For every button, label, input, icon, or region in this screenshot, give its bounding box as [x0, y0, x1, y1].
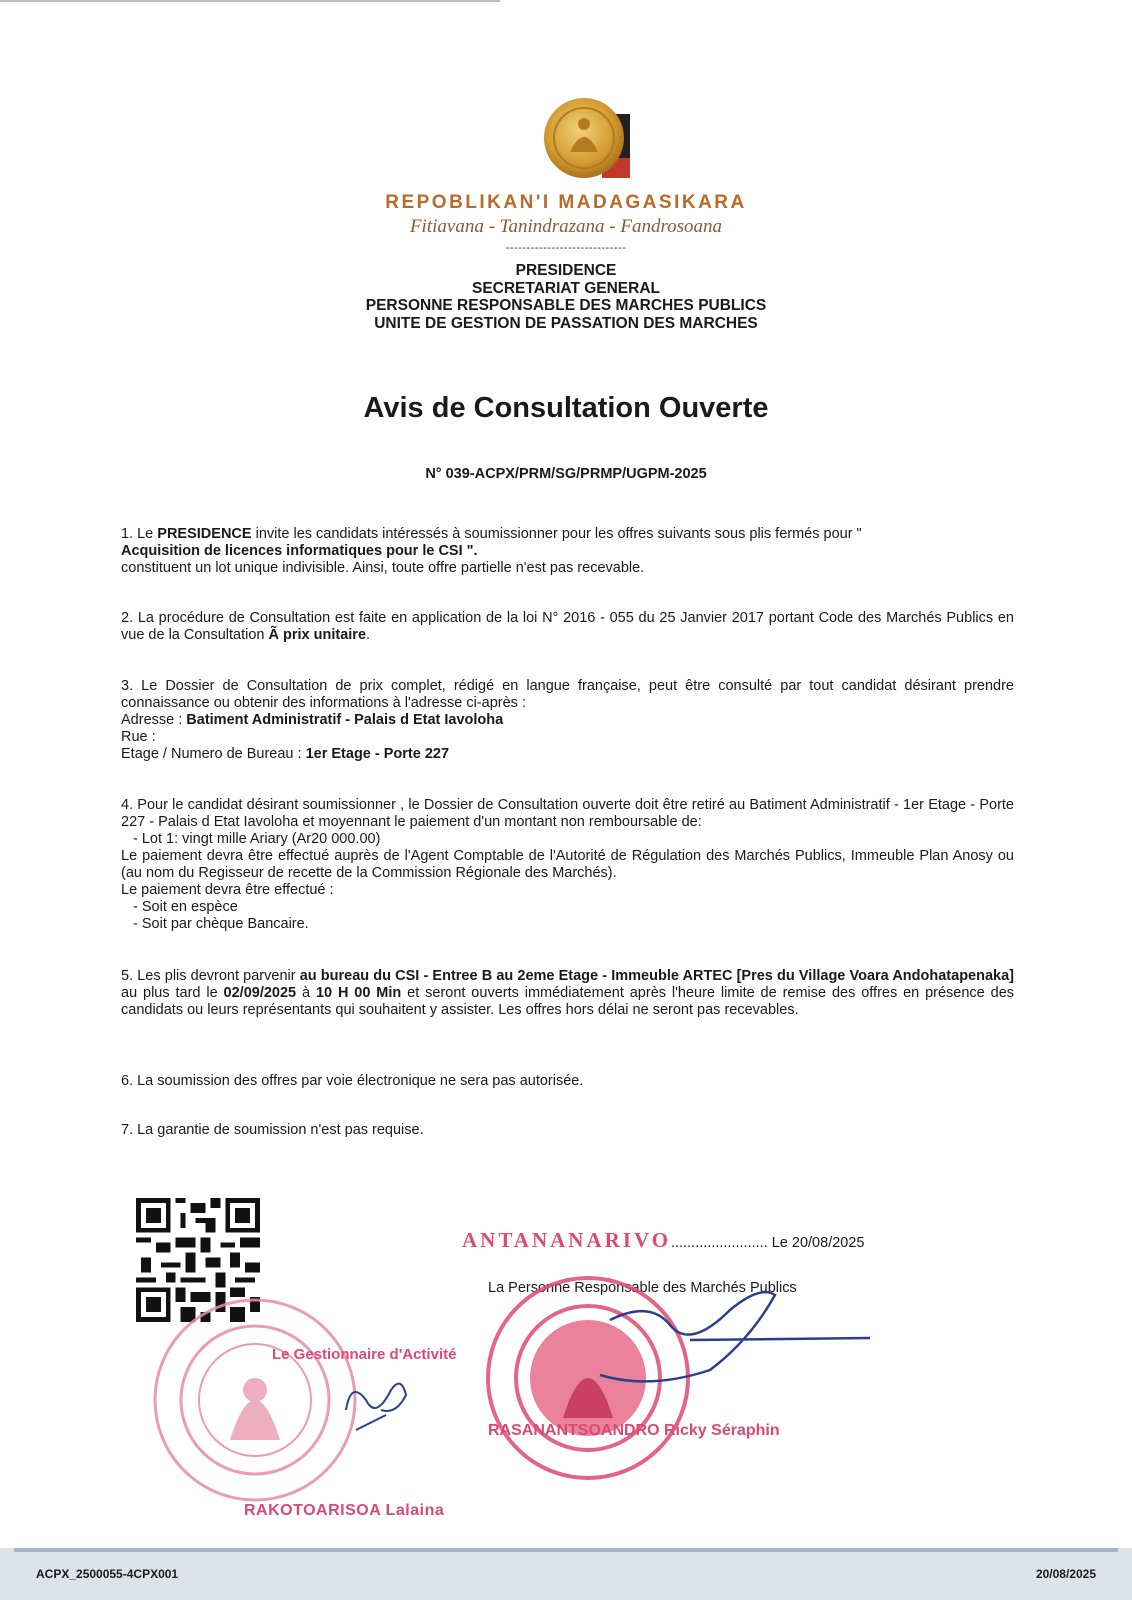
bold-text: au bureau du CSI - Entree B au 2eme Etage - Immeuble ARTEC [Pres du Village Voara Andohatapenaka] — [299, 968, 1014, 984]
reference-number: N° 039-ACPX/PRM/SG/PRMP/UGPM-2025 — [425, 466, 707, 482]
text: Le paiement devra être effectué auprès de l'Agent Comptable de l'Autorité de Régulation des Marchés Publics, Immeuble Plan Anosy ou (au nom du Regisseur de recette de la Commission Régionale des Marchés). — [121, 848, 1014, 881]
gestionnaire-name: RAKOTOARISOA Lalaina — [244, 1502, 445, 1519]
signature-place-date — [462, 1228, 864, 1253]
paragraph-6: 6. La soumission des offres par voie électronique ne sera pas autorisée. — [121, 1073, 584, 1089]
bold-text: 1er Etage - Porte 227 — [305, 746, 450, 762]
top-scan-line — [0, 0, 500, 2]
signatory-role: La Personne Responsable des Marchés Publics — [488, 1280, 797, 1296]
text: invite les candidats intéressés à soumissionner pour les offres suivants sous plis fermés pour " — [251, 526, 862, 542]
republic-name: REPOBLIKAN'I MADAGASIKARA — [385, 192, 747, 213]
office-line: PRESIDENCE — [515, 262, 617, 279]
text: constituent un lot unique indivisible. Ainsi, toute offre partielle n'est pas recevable. — [121, 560, 645, 576]
bold-text: 02/09/2025 — [223, 985, 297, 1001]
dots: ........................ — [671, 1235, 768, 1251]
bold-text: Batiment Administratif - Palais d Etat Iavoloha — [186, 712, 504, 728]
madagascar-emblem-icon — [540, 92, 632, 184]
document-title: Avis de Consultation Ouverte — [363, 392, 769, 424]
footer-date: 20/08/2025 — [1035, 1567, 1096, 1581]
signatory-name: RASANANTSOANDRO Ricky Séraphin — [488, 1422, 780, 1439]
signature-icon — [590, 1280, 880, 1400]
paragraph-7: 7. La garantie de soumission n'est pas requise. — [121, 1122, 424, 1138]
signature-date: Le 20/08/2025 — [767, 1235, 865, 1251]
text: 4. Pour le candidat désirant soumissionner , le Dossier de Consultation ouverte doit être retiré au Batiment Administratif - 1er Etage - Porte 227 - Palais d Etat Iavoloha et moyennant le paiement d'un montant non remboursable de: — [121, 797, 1014, 830]
payment-option: - Soit par chèque Bancaire. — [133, 916, 309, 932]
bold-text: Ã prix unitaire — [268, 627, 367, 643]
text: Adresse : — [121, 712, 187, 728]
text: 1. Le — [121, 526, 158, 542]
office-line: SECRETARIAT GENERAL — [471, 279, 660, 297]
office-line: PERSONNE RESPONSABLE DES MARCHES PUBLICS — [365, 297, 767, 314]
text: au plus tard le — [121, 985, 224, 1001]
text: 3. Le Dossier de Consultation de prix complet, rédigé en langue française, peut être consulté par tout candidat désirant prendre connaissance ou obtenir des informations à l'adresse ci-après : — [121, 678, 1014, 711]
paragraph-1 — [121, 526, 1014, 577]
paragraph-2 — [121, 610, 1014, 644]
paragraph-4 — [121, 797, 1014, 933]
text: . — [366, 627, 371, 643]
lot-item: - Lot 1: vingt mille Ariary (Ar20 000.00) — [133, 831, 381, 847]
text: 5. Les plis devront parvenir — [121, 968, 300, 984]
gestionnaire-label: Le Gestionnaire d'Activité — [272, 1346, 457, 1363]
footer-rule — [14, 1548, 1118, 1552]
bold-text: 10 H 00 Min — [315, 985, 402, 1001]
footer-document-id: ACPX_2500055-4CPX001 — [36, 1567, 179, 1581]
text: Le paiement devra être effectué : — [121, 882, 334, 898]
paragraph-5 — [121, 968, 1014, 1019]
republic-motto: Fitiavana - Tanindrazana - Fandrosoana — [409, 216, 723, 237]
office-line: UNITE DE GESTION DE PASSATION DES MARCHES — [374, 314, 758, 332]
separator: ----------------------------- — [505, 242, 627, 254]
place-stamp: ANTANANARIVO — [462, 1228, 672, 1252]
signature-icon — [336, 1370, 426, 1440]
bold-text: Acquisition de licences informatiques pour le CSI ". — [121, 543, 478, 559]
bold-text: PRESIDENCE — [157, 526, 252, 542]
payment-option: - Soit en espèce — [133, 899, 238, 915]
text: Rue : — [121, 729, 156, 745]
text: Etage / Numero de Bureau : — [121, 746, 306, 762]
office-block — [0, 262, 1132, 332]
text: et seront ouverts immédiatement après l'heure limite de remise des offres en présence des candidats ou leurs représentants qui souhaitent y assister. Les offres hors délai ne seront pas recevables. — [121, 985, 1015, 1018]
paragraph-3 — [121, 678, 1014, 763]
text: 2. La procédure de Consultation est faite en application de la loi N° 2016 - 055 du 25 Janvier 2017 portant Code des Marchés Publics en vue de la Consultation — [121, 610, 1014, 643]
text: à — [296, 985, 316, 1001]
